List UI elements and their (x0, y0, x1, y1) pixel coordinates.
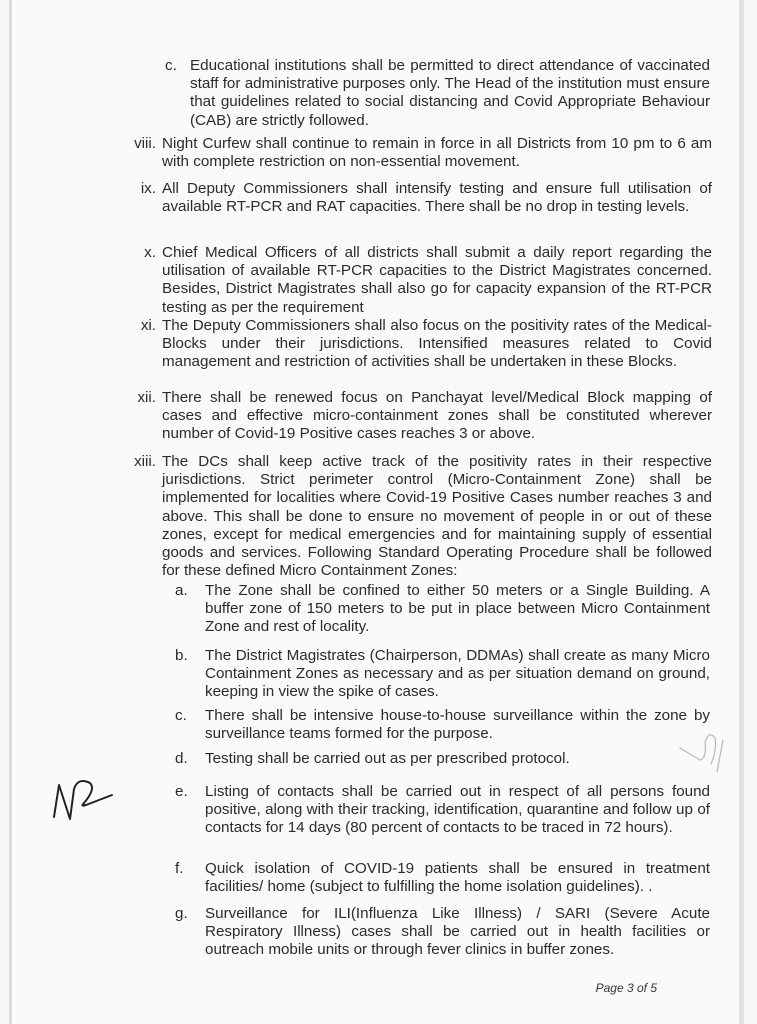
item-label: xii. (137, 389, 156, 406)
item-text: Listing of contacts shall be carried out in respect of all persons found positive, along with their tracking, identification, quarantine and follow up of contacts for 14 days (80 percent of contacts to be traced in 72 hours). (205, 783, 710, 837)
handwritten-initials-left (50, 775, 120, 825)
item-label: xi. (140, 317, 156, 334)
item-text: There shall be intensive house-to-house surveillance within the zone by surveillance teams formed for the purpose. (205, 707, 710, 743)
page-number: Page 3 of 5 (595, 981, 657, 995)
item-label: c. (165, 57, 177, 74)
list-item-c (157, 57, 717, 132)
item-text: The DCs shall keep active track of the positivity rates in their respective jurisdictions. Strict perimeter control (Micro-Containment Zone) shall be implemented for localities where Covid-19 Positive Cases number reaches 3 and above. This shall be done to ensure no movement of people in or out of these zones, except for medical emergencies and for maintaining supply of essential goods and services. Following Standard Operating Procedure shall be followed for these defined Micro Containment Zones: (162, 453, 712, 580)
item-text: All Deputy Commissioners shall intensify testing and ensure full utilisation of available RT-PCR and RAT capacities. There shall be no drop in testing levels. (162, 180, 712, 216)
item-text: Surveillance for ILI(Influenza Like Illness) / SARI (Severe Acute Respiratory Illness) cases shall be carried out in health facilities or outreach mobile units or through fever clinics in buffer zones. (205, 905, 710, 959)
item-label: x. (144, 244, 156, 261)
item-text: Testing shall be carried out as per prescribed protocol. (205, 750, 570, 767)
item-text: Quick isolation of COVID-19 patients shall be ensured in treatment facilities/ home (subject to fulfilling the home isolation guidelines). . (205, 860, 710, 896)
item-label: viii. (134, 135, 156, 152)
item-label: ix. (140, 180, 156, 197)
item-text: Chief Medical Officers of all districts shall submit a daily report regarding the utilisation of available RT-PCR capacities to the District Magistrates concerned. Besides, District Magistrates shall also go for capacity expansion of the RT-PCR testing as per the requirement (162, 244, 712, 316)
item-label: c. (175, 707, 187, 724)
item-label: d. (175, 750, 188, 767)
item-text: The District Magistrates (Chairperson, DDMAs) shall create as many Micro Containment Zones as necessary and as per situation demand on ground, keeping in view the spike of cases. (205, 647, 710, 701)
item-text: There shall be renewed focus on Panchayat level/Medical Block mapping of cases and effective micro-containment zones shall be constituted wherever number of Covid-19 Positive cases reaches 3 or above. (162, 389, 712, 443)
item-label: e. (175, 783, 188, 800)
item-label: xiii. (134, 453, 156, 470)
handwritten-initials-right (675, 720, 735, 780)
item-label: b. (175, 647, 188, 664)
item-label: g. (175, 905, 188, 922)
item-label: a. (175, 582, 188, 599)
item-text: Educational institutions shall be permitted to direct attendance of vaccinated staff for administrative purposes only. The Head of the institution must ensure that guidelines related to social distancing and Covid Appropriate Behaviour (CAB) are strictly followed. (190, 57, 710, 129)
item-text: The Zone shall be confined to either 50 meters or a Single Building. A buffer zone of 150 meters to be put in place between Micro Containment Zone and rest of locality. (205, 582, 710, 636)
item-text: The Deputy Commissioners shall also focus on the positivity rates of the Medical-Blocks under their jurisdictions. Intensified measures related to Covid management and restriction of activities shall be undertaken in these Blocks. (162, 317, 712, 371)
item-label: f. (175, 860, 184, 877)
item-text: Night Curfew shall continue to remain in force in all Districts from 10 pm to 6 am with complete restriction on non-essential movement. (162, 135, 712, 171)
